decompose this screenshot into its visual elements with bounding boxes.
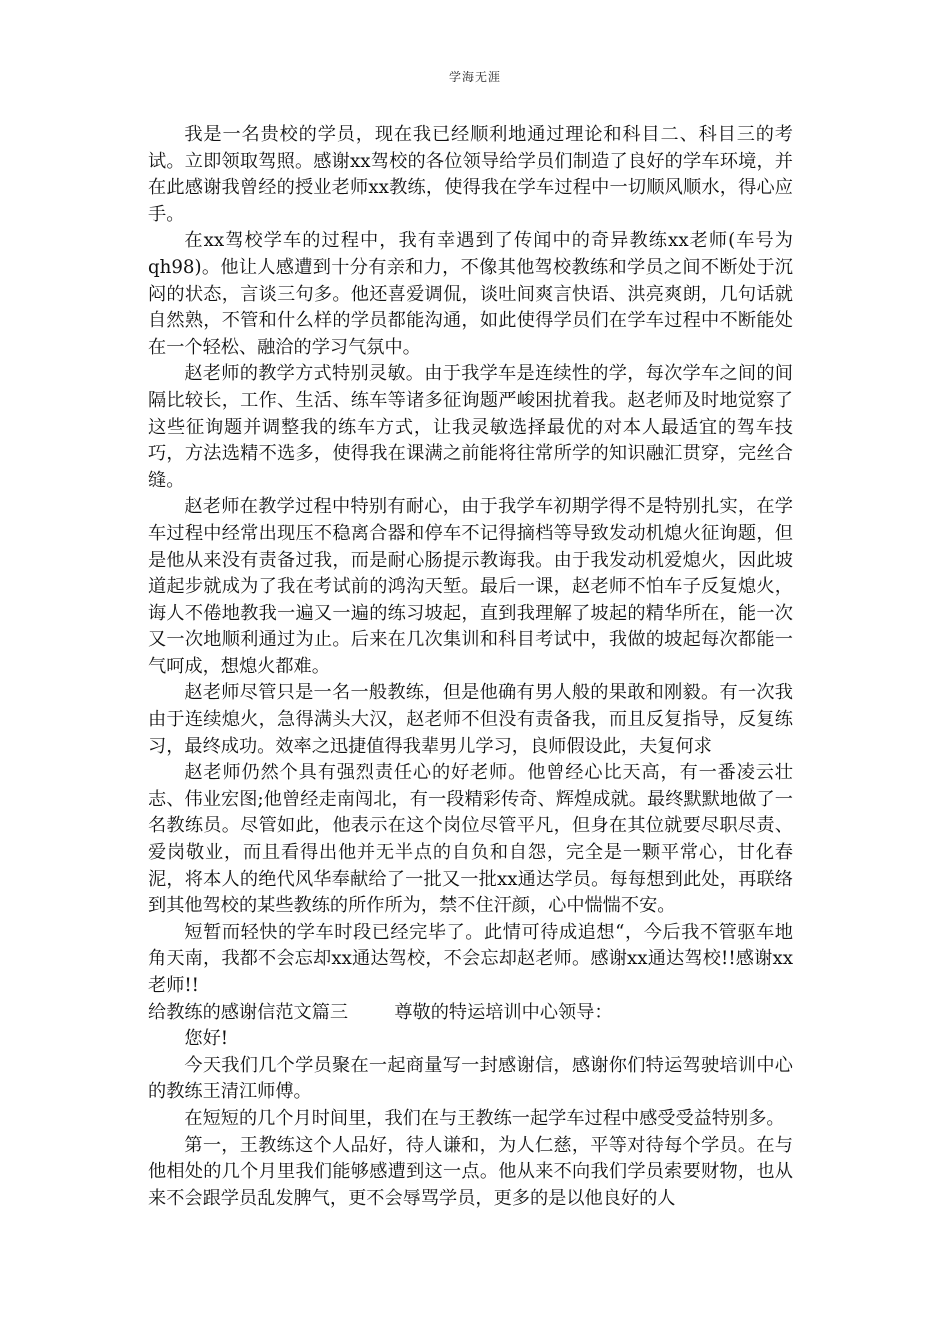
salutation: 尊敬的特运培训中心领导： (394, 1001, 613, 1023)
paragraph-7: 短暂而轻快的学车时段已经完毕了。此情可待成追想“，今后我不管驱车地角天南，我都不会忘却xx通达驾校，不会忘却赵老师。感谢xx通达驾校!!感谢xx老师!! (148, 921, 793, 996)
section-heading (148, 1000, 793, 1027)
document-body (148, 122, 793, 1212)
paragraph-8: 今天我们几个学员聚在一起商量写一封感谢信，感谢你们特运驾驶培训中心的教练王清江师傅。 (148, 1054, 793, 1103)
page-header: 学海无涯 (448, 70, 501, 84)
section-title: 给教练的感谢信范文篇三 (148, 1001, 349, 1023)
paragraph-4: 赵老师在教学过程中特别有耐心，由于我学车初期学得不是特别扎实，在学车过程中经常出现压不稳离合器和停车不记得摘档等导致发动机熄火征询题，但是他从来没有责备过我，而是耐心肠提示教诲我。由于我发动机爱熄火，因此坡道起步就成为了我在考试前的鸿沟天堑。最后一课，赵老师不怕车子反复熄火，诲人不倦地教我一遍又一遍的练习坡起，直到我理解了坡起的精华所在，能一次又一次地顺利通过为止。后来在几次集训和科目考试中，我做的坡起每次都能一气呵成，想熄火都难。 (148, 496, 793, 677)
paragraph-3: 赵老师的教学方式特别灵敏。由于我学车是连续性的学，每次学车之间的间隔比较长，工作、生活、练车等诸多征询题严峻困扰着我。赵老师及时地觉察了这些征询题并调整我的练车方式，让我灵敏选择最优的对本人最适宜的驾车技巧，方法选精不选多，使得我在课满之前能将往常所学的知识融汇贯穿，完丝合缝。 (148, 363, 793, 491)
paragraph-5: 赵老师尽管只是一名一般教练，但是他确有男人般的果敢和刚毅。有一次我由于连续熄火，急得满头大汉，赵老师不但没有责备我，而且反复指导，反复练习，最终成功。效率之迅捷值得我辈男儿学习，良师假设此，夫复何求 (148, 682, 793, 757)
paragraph-2: 在xx驾校学车的过程中，我有幸遇到了传闻中的奇异教练xx老师(车号为qh98)。他让人感遭到十分有亲和力，不像其他驾校教练和学员之间不断处于沉闷的状态，言谈三句多。他还喜爱调侃，谈吐间爽言快语、洪亮爽朗，几句话就自然熟，不管和什么样的学员都能沟通，如此使得学员们在学车过程中不断能处在一个轻松、融洽的学习气氛中。 (148, 230, 793, 358)
paragraph-6: 赵老师仍然个具有强烈责任心的好老师。他曾经心比天高，有一番凌云壮志、伟业宏图;他曾经走南闯北，有一段精彩传奇、辉煌成就。最终默默地做了一名教练员。尽管如此，他表示在这个岗位尽管平凡，但身在其位就要尽职尽责、爱岗敬业，而且看得出他并无半点的自负和自怨，完全是一颗平常心，甘化春泥，将本人的绝代风华奉献给了一批又一批xx通达学员。每每想到此处，再联络到其他驾校的某些教练的所作所为，禁不住汗颜，心中惴惴不安。 (148, 762, 793, 917)
paragraph-1: 我是一名贵校的学员，现在我已经顺利地通过理论和科目二、科目三的考试。立即领取驾照。感谢xx驾校的各位领导给学员们制造了良好的学车环境，并在此感谢我曾经的授业老师xx教练，使得我在学车过程中一切顺风顺水，得心应手。 (148, 124, 793, 225)
paragraph-10: 第一，王教练这个人品好，待人谦和，为人仁慈，平等对待每个学员。在与他相处的几个月里我们能够感遭到这一点。他从来不向我们学员索要财物，也从来不会跟学员乱发脾气，更不会辱骂学员，更多的是以他良好的人 (148, 1134, 793, 1209)
greeting: 您好! (184, 1028, 229, 1050)
paragraph-9: 在短短的几个月时间里，我们在与王教练一起学车过程中感受受益特别多。 (184, 1107, 785, 1129)
